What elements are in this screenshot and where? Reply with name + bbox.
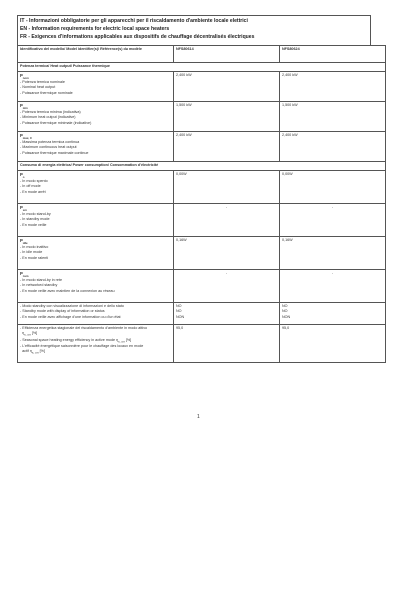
table-row [18,303,386,325]
efficiency-cell [18,325,174,363]
pmin-value-2: 1,500 kW [280,102,386,132]
display-value-1 [174,303,280,325]
table-row [18,132,386,162]
pmin-line-3: - Puissance thermique minimale (indicative) [20,120,92,125]
display-line-2: - Standby mode with display of information or status [20,309,105,314]
table-row [18,270,386,303]
pidle-cell [18,237,174,270]
model-2-name: NFS80624 [280,46,386,63]
pnom-line-3: - Puissance thermique nominale [20,90,73,95]
efficiency-line-1: - Efficienza energetica stagionale del riscaldamento d'ambiente in modo attivo [20,326,148,330]
efficiency-value-2: 95,0 [280,325,386,363]
table-row [18,237,386,270]
pmax-cell [18,132,174,162]
pidle-line-1: - In modo inattivo [20,244,49,249]
psm-line-3: - En mode veille [20,222,47,227]
psm-value-2: - [280,204,386,237]
pnsm-line-1: - In modo stand-by in rete [20,277,63,282]
psm-symbol: $P_{sm}$ [20,205,27,212]
pmin-line-2: - Minimum heat output (indicative) [20,115,76,120]
document-header [17,15,371,45]
section-heat-output [18,63,386,72]
efficiency-line-1b: $\eta_{s, on}$ [%] [22,331,38,338]
display-value-1-line-2: NO [176,309,182,314]
header-line-fr: FR - Exigences d'informations applicables aux dispositifs de chauffage décentralisés électriques [20,34,255,41]
pmin-symbol: $P_{min}$ [20,103,28,110]
pnom-symbol: $P_{nom}$ [20,73,29,80]
display-value-1-line-1: NO [176,304,182,308]
table-row [18,325,386,363]
po-value-2: 0,00W [280,171,386,204]
header-line-en: EN - Information requirements for electric local space heaters [20,26,170,33]
pidle-value-1: 0,16W [174,237,280,270]
pmax-value-1: 2,400 kW [174,132,280,162]
table-row [18,72,386,102]
po-value-1: 0,00W [174,171,280,204]
efficiency-line-2: - Seasonal space heating energy efficiency in active mode $\eta_{s, on}$ [%] [20,337,132,344]
pnom-value-2: 2,400 kW [280,72,386,102]
pidle-symbol: $P_{idle}$ [20,238,28,245]
pmin-line-1: - Potenza termica minima (indicativa) [20,109,81,114]
pmax-line-3: - Puissance thermique maximale continue [20,150,89,155]
pnsm-cell [18,270,174,303]
section-heat-output-title: Potenza termica/ Heat output/ Puissance thermique [18,63,386,72]
display-value-2-line-2: NO [282,309,288,314]
page-number: 1 [197,414,200,420]
efficiency-line-3: - L'efficacité énergétique saisonnière pour le chauffage des locaux en mode [20,343,144,348]
pnom-line-1: - Potenza termica nominale [20,79,65,84]
po-symbol: $P_o$ [20,172,25,179]
pnsm-value-1: - [174,270,280,303]
psm-line-1: - In modo stand-by [20,211,51,216]
pmin-cell [18,102,174,132]
model-identifier-label: Identificativo del modello/ Model identifier(s)/ Référence(s) du modèle [18,46,174,63]
table-row [18,204,386,237]
pnom-value-1: 2,400 kW [174,72,280,102]
efficiency-line-3b: actif $\eta_{s, on}$ [%] [22,349,45,355]
pnom-cell [18,72,174,102]
pidle-line-3: - En mode ralenti [20,255,49,260]
pmax-line-2: - Maximum continuous heat output [20,145,77,150]
pidle-value-2: 0,16W [280,237,386,270]
pnom-line-2: - Nominal heat output [20,85,56,90]
pmax-symbol: $P_{max, C}$ [20,133,32,140]
display-line-1: - Modo standby con visualizzazione di informazioni e dello stato [20,304,124,308]
psm-cell [18,204,174,237]
display-value-1-line-3: NON [176,314,185,319]
pnsm-line-3: - En mode veille avec maintien de la connexion au réseau [20,288,115,293]
psm-value-1: - [174,204,280,237]
display-cell [18,303,174,325]
po-line-2: - In off mode [20,184,41,189]
section-power-consumption [18,162,386,171]
table-head-row [18,46,386,63]
po-cell [18,171,174,204]
pnsm-value-2: - [280,270,386,303]
specification-table [17,45,386,363]
psm-line-2: - In standby mode [20,217,50,222]
po-line-1: - In modo spento [20,178,48,183]
po-line-3: - En mode arrêt [20,189,46,194]
display-value-2-line-3: NON [282,314,291,319]
header-line-it: IT - Informazioni obbligatorie per gli apparecchi per il riscaldamento d'ambiente locale elettrici [20,18,248,24]
pmax-line-1: - Massima potenza termica continua [20,139,80,144]
pmin-value-1: 1,500 kW [174,102,280,132]
pnsm-line-2: - In networked standby [20,283,58,288]
table-row [18,102,386,132]
pnsm-symbol: $P_{nsm}$ [20,271,29,278]
pmax-value-2: 2,400 kW [280,132,386,162]
table-row [18,171,386,204]
display-value-2-line-1: NO [282,304,288,308]
efficiency-value-1: 95,0 [174,325,280,363]
display-value-2 [280,303,386,325]
section-power-consumption-title: Consumo di energia elettrica/ Power consumption/ Consommation d'électricité [18,162,386,171]
model-1-name: NFS80614 [174,46,280,63]
pidle-line-2: - In idle mode [20,250,43,255]
display-line-3: - En mode veille avec affichage d'une information ou d'un état [20,314,121,319]
